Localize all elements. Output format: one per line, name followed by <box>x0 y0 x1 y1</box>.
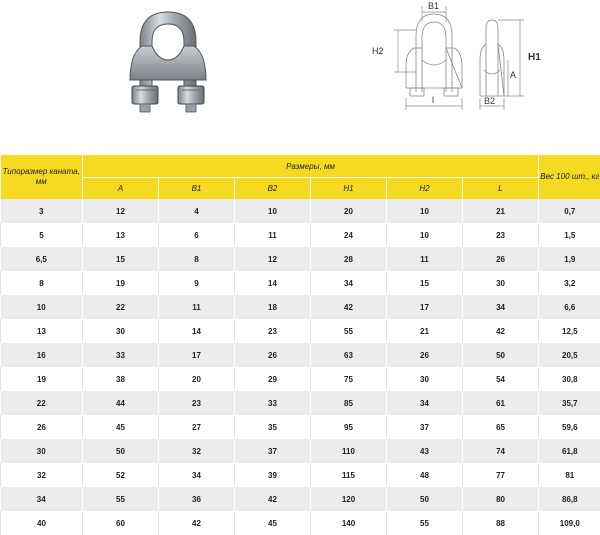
table-row <box>1 511 600 535</box>
cell-dimension: 61 <box>463 391 539 415</box>
cell-rope-size: 22 <box>1 391 83 415</box>
cell-dimension: 19 <box>83 271 159 295</box>
cell-dimension: 26 <box>463 247 539 271</box>
cell-dimension: 32 <box>159 439 235 463</box>
product-illustration-area <box>0 0 600 155</box>
cell-rope-size: 26 <box>1 415 83 439</box>
cell-dimension: 50 <box>387 487 463 511</box>
cell-dimension: 21 <box>387 319 463 343</box>
cell-dimension: 38 <box>83 367 159 391</box>
cell-dimension: 26 <box>235 343 311 367</box>
header-col-a: A <box>83 178 159 200</box>
cell-dimension: 4 <box>159 199 235 223</box>
header-col-b1: B1 <box>159 178 235 200</box>
cell-dimension: 10 <box>387 199 463 223</box>
cell-dimension: 26 <box>387 343 463 367</box>
cell-weight: 86,8 <box>539 487 600 511</box>
table-body <box>1 199 600 535</box>
cell-dimension: 42 <box>159 511 235 535</box>
cell-dimension: 15 <box>83 247 159 271</box>
cell-weight: 61,8 <box>539 439 600 463</box>
cell-rope-size: 34 <box>1 487 83 511</box>
cell-weight: 30,8 <box>539 367 600 391</box>
cell-dimension: 22 <box>83 295 159 319</box>
cell-dimension: 13 <box>83 223 159 247</box>
cell-dimension: 20 <box>159 367 235 391</box>
cell-rope-size: 10 <box>1 295 83 319</box>
cell-dimension: 9 <box>159 271 235 295</box>
cell-rope-size: 16 <box>1 343 83 367</box>
label-a: A <box>510 70 516 80</box>
label-b2: B2 <box>484 96 495 106</box>
cell-dimension: 34 <box>159 463 235 487</box>
cell-weight: 0,7 <box>539 199 600 223</box>
cell-dimension: 29 <box>235 367 311 391</box>
header-col-h1: H1 <box>311 178 387 200</box>
cell-dimension: 11 <box>159 295 235 319</box>
cell-weight: 109,0 <box>539 511 600 535</box>
cell-dimension: 115 <box>311 463 387 487</box>
cell-dimension: 44 <box>83 391 159 415</box>
table-row <box>1 415 600 439</box>
cell-weight: 35,7 <box>539 391 600 415</box>
cell-dimension: 36 <box>159 487 235 511</box>
table-row <box>1 463 600 487</box>
cell-dimension: 50 <box>463 343 539 367</box>
cell-weight: 81 <box>539 463 600 487</box>
cell-dimension: 85 <box>311 391 387 415</box>
table-row <box>1 439 600 463</box>
cell-dimension: 33 <box>235 391 311 415</box>
cell-rope-size: 40 <box>1 511 83 535</box>
cell-dimension: 27 <box>159 415 235 439</box>
cell-dimension: 110 <box>311 439 387 463</box>
label-h2: H2 <box>372 46 384 56</box>
cell-dimension: 80 <box>463 487 539 511</box>
table-row <box>1 391 600 415</box>
cell-dimension: 63 <box>311 343 387 367</box>
cell-dimension: 6 <box>159 223 235 247</box>
cell-dimension: 42 <box>311 295 387 319</box>
cell-weight: 6,6 <box>539 295 600 319</box>
cell-dimension: 55 <box>387 511 463 535</box>
cell-weight: 12,5 <box>539 319 600 343</box>
cell-dimension: 34 <box>463 295 539 319</box>
cell-rope-size: 5 <box>1 223 83 247</box>
table-row <box>1 223 600 247</box>
cell-dimension: 34 <box>311 271 387 295</box>
cell-rope-size: 13 <box>1 319 83 343</box>
cell-rope-size: 32 <box>1 463 83 487</box>
cell-dimension: 10 <box>387 223 463 247</box>
cell-weight: 20,5 <box>539 343 600 367</box>
cell-weight: 1,9 <box>539 247 600 271</box>
table-row <box>1 199 600 223</box>
cell-dimension: 12 <box>235 247 311 271</box>
cell-dimension: 8 <box>159 247 235 271</box>
cell-dimension: 50 <box>83 439 159 463</box>
table-row <box>1 319 600 343</box>
header-col-b2: B2 <box>235 178 311 200</box>
cell-rope-size: 6,5 <box>1 247 83 271</box>
table-row <box>1 295 600 319</box>
cell-dimension: 35 <box>235 415 311 439</box>
cell-dimension: 42 <box>235 487 311 511</box>
table-row <box>1 343 600 367</box>
cell-rope-size: 19 <box>1 367 83 391</box>
cell-dimension: 60 <box>83 511 159 535</box>
cell-dimension: 11 <box>235 223 311 247</box>
cell-dimension: 23 <box>235 319 311 343</box>
cell-dimension: 75 <box>311 367 387 391</box>
cell-dimension: 45 <box>235 511 311 535</box>
cell-dimension: 11 <box>387 247 463 271</box>
wire-rope-clip-photo <box>112 2 224 114</box>
cell-dimension: 65 <box>463 415 539 439</box>
table-row <box>1 487 600 511</box>
cell-dimension: 77 <box>463 463 539 487</box>
cell-weight: 59,6 <box>539 415 600 439</box>
cell-dimension: 43 <box>387 439 463 463</box>
cell-dimension: 140 <box>311 511 387 535</box>
cell-dimension: 52 <box>83 463 159 487</box>
header-col-l: L <box>463 178 539 200</box>
cell-dimension: 23 <box>463 223 539 247</box>
specifications-table <box>0 155 600 535</box>
cell-dimension: 37 <box>387 415 463 439</box>
cell-dimension: 14 <box>159 319 235 343</box>
cell-dimension: 42 <box>463 319 539 343</box>
cell-rope-size: 8 <box>1 271 83 295</box>
cell-dimension: 54 <box>463 367 539 391</box>
cell-dimension: 120 <box>311 487 387 511</box>
cell-dimension: 30 <box>387 367 463 391</box>
cell-dimension: 55 <box>83 487 159 511</box>
cell-dimension: 23 <box>159 391 235 415</box>
header-rope-size: Типоразмер каната, мм <box>1 155 83 199</box>
label-b1: B1 <box>428 1 439 11</box>
cell-dimension: 55 <box>311 319 387 343</box>
table-row <box>1 247 600 271</box>
cell-dimension: 33 <box>83 343 159 367</box>
cell-dimension: 88 <box>463 511 539 535</box>
header-dimensions: Размеры, мм <box>83 155 539 178</box>
cell-dimension: 21 <box>463 199 539 223</box>
cell-dimension: 39 <box>235 463 311 487</box>
cell-dimension: 20 <box>311 199 387 223</box>
cell-dimension: 10 <box>235 199 311 223</box>
cell-rope-size: 30 <box>1 439 83 463</box>
cell-rope-size: 3 <box>1 199 83 223</box>
cell-dimension: 28 <box>311 247 387 271</box>
cell-dimension: 37 <box>235 439 311 463</box>
cell-dimension: 12 <box>83 199 159 223</box>
cell-dimension: 17 <box>387 295 463 319</box>
cell-dimension: 18 <box>235 295 311 319</box>
label-h1: H1 <box>528 52 541 63</box>
cell-weight: 3,2 <box>539 271 600 295</box>
cell-dimension: 24 <box>311 223 387 247</box>
header-col-h2: H2 <box>387 178 463 200</box>
cell-dimension: 95 <box>311 415 387 439</box>
cell-dimension: 74 <box>463 439 539 463</box>
cell-dimension: 30 <box>83 319 159 343</box>
cell-dimension: 17 <box>159 343 235 367</box>
label-l: l <box>432 95 434 105</box>
cell-dimension: 30 <box>463 271 539 295</box>
cell-dimension: 45 <box>83 415 159 439</box>
cell-dimension: 48 <box>387 463 463 487</box>
table-row <box>1 367 600 391</box>
header-weight: Вес 100 шт., кг <box>539 155 600 199</box>
table-row <box>1 271 600 295</box>
cell-dimension: 34 <box>387 391 463 415</box>
cell-dimension: 15 <box>387 271 463 295</box>
cell-dimension: 14 <box>235 271 311 295</box>
cell-weight: 1,5 <box>539 223 600 247</box>
dimension-drawing <box>368 0 588 115</box>
